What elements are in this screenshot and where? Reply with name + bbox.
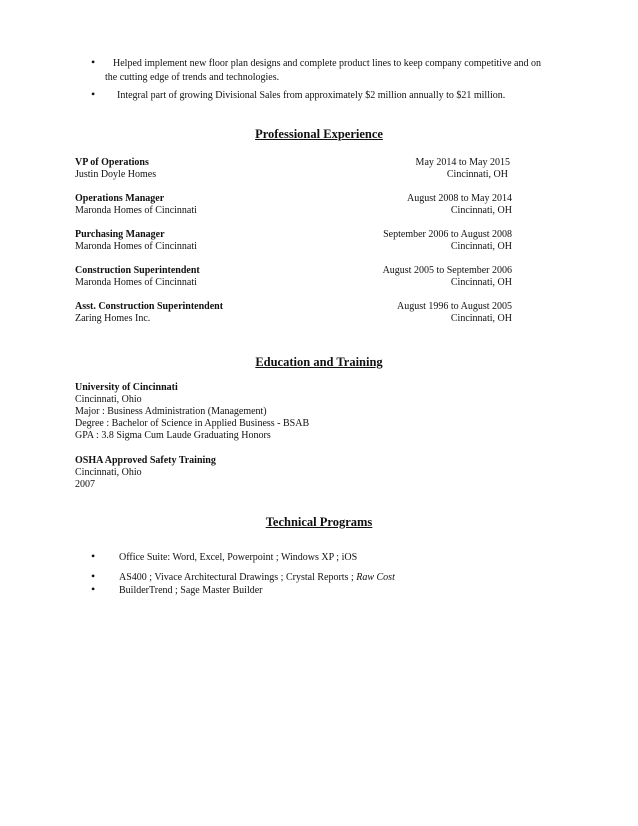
job-title: Operations Manager — [75, 193, 165, 204]
technical-item-text: AS400 ; Vivace Architectural Drawings ; Crystal Reports ; — [119, 572, 354, 583]
job-company: Maronda Homes of Cincinnati — [75, 241, 197, 252]
job-title: Construction Superintendent — [75, 265, 200, 276]
job-company: Justin Doyle Homes — [75, 169, 157, 180]
technical-item: BuilderTrend ; Sage Master Builder — [119, 585, 263, 596]
bullet-icon: • — [91, 549, 96, 563]
job-dates: September 2006 to August 2008 — [383, 229, 512, 240]
job-location: Cincinnati, OH — [446, 169, 508, 180]
bullet-icon: • — [91, 569, 96, 583]
technical-item — [119, 572, 395, 584]
job-title: VP of Operations — [75, 157, 149, 168]
intro-bullet-1-line2: the cutting edge of trends and technologies. — [105, 72, 280, 83]
job-company: Zaring Homes Inc. — [75, 313, 151, 324]
job-title: Purchasing Manager — [75, 229, 165, 240]
technical-item-italic: Raw Cost — [356, 572, 395, 583]
intro-bullet-2: Integral part of growing Divisional Sales from approximately $2 million annually to $21 million. — [117, 90, 506, 101]
job-dates: August 1996 to August 2005 — [396, 301, 512, 312]
intro-bullet-1-line1: Helped implement new floor plan designs and complete product lines to keep company competitive and on — [113, 58, 541, 69]
job-location: Cincinnati, OH — [450, 241, 512, 252]
osha-name: OSHA Approved Safety Training — [75, 455, 216, 466]
job-location: Cincinnati, OH — [450, 277, 512, 288]
osha-city: Cincinnati, Ohio — [75, 467, 142, 478]
technical-item: Office Suite: Word, Excel, Powerpoint ; Windows XP ; iOS — [119, 552, 358, 563]
job-location: Cincinnati, OH — [450, 313, 512, 324]
job-dates: August 2005 to September 2006 — [382, 265, 512, 276]
education-heading: Education and Training — [255, 355, 383, 369]
bullet-icon: • — [91, 87, 96, 101]
university-major: Major : Business Administration (Management) — [75, 406, 267, 417]
job-company: Maronda Homes of Cincinnati — [75, 205, 197, 216]
university-gpa: GPA : 3.8 Sigma Cum Laude Graduating Honors — [75, 430, 271, 441]
job-dates: May 2014 to May 2015 — [415, 157, 510, 168]
university-city: Cincinnati, Ohio — [75, 394, 142, 405]
job-location: Cincinnati, OH — [450, 205, 512, 216]
technical-heading: Technical Programs — [265, 515, 373, 529]
job-company: Maronda Homes of Cincinnati — [75, 277, 197, 288]
bullet-icon: • — [91, 55, 96, 69]
university-name: University of Cincinnati — [75, 382, 178, 393]
university-degree: Degree : Bachelor of Science in Applied Business - BSAB — [75, 418, 310, 429]
osha-year: 2007 — [75, 479, 95, 490]
job-dates: August 2008 to May 2014 — [407, 193, 512, 204]
job-title: Asst. Construction Superintendent — [75, 301, 224, 312]
bullet-icon: • — [91, 582, 96, 596]
experience-heading: Professional Experience — [255, 127, 383, 141]
